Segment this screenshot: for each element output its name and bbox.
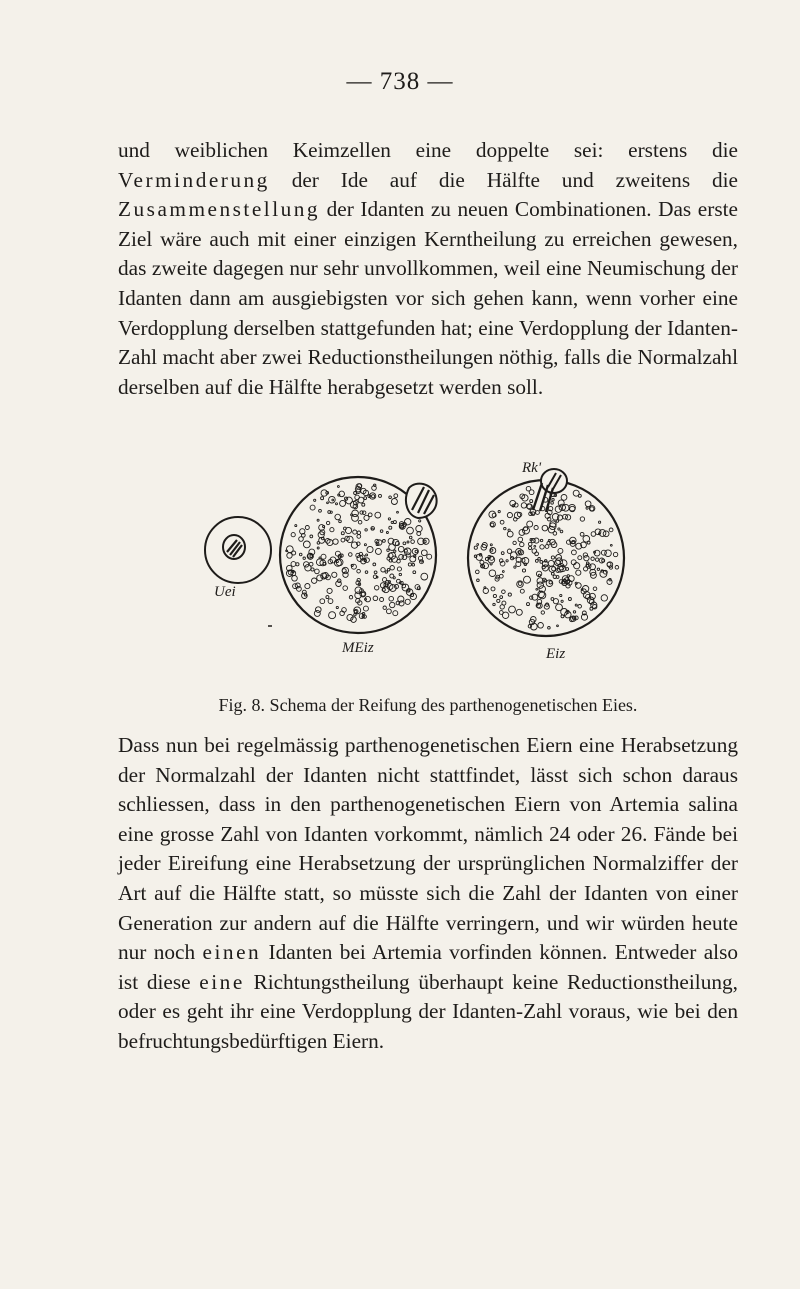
granule xyxy=(484,587,486,589)
text-run: und weiblichen Keimzellen eine doppelte sei: erstens die xyxy=(118,138,738,162)
granule xyxy=(358,520,362,524)
granule xyxy=(341,538,345,542)
granule xyxy=(322,537,325,540)
granule xyxy=(551,502,554,505)
granule xyxy=(529,546,532,549)
granule xyxy=(374,571,377,574)
granule xyxy=(380,598,384,602)
granule xyxy=(381,568,385,572)
granule xyxy=(391,499,397,505)
granule xyxy=(541,611,544,614)
granule xyxy=(358,497,364,503)
granule xyxy=(326,521,329,524)
granule xyxy=(385,571,387,573)
granule xyxy=(421,550,427,556)
granule xyxy=(553,599,558,604)
granule xyxy=(365,571,368,574)
granule xyxy=(354,492,357,495)
granule xyxy=(584,555,589,560)
granule xyxy=(327,502,329,504)
spaced-term: einen xyxy=(202,940,262,965)
granule xyxy=(375,512,381,518)
granule xyxy=(536,588,538,590)
granule xyxy=(336,606,338,608)
granule xyxy=(599,521,601,523)
granule xyxy=(507,531,513,537)
eiz-cell xyxy=(468,469,624,636)
granule xyxy=(393,611,398,616)
granule xyxy=(534,526,538,530)
granule xyxy=(508,529,510,531)
granule xyxy=(508,593,511,596)
granule xyxy=(373,596,378,601)
granule xyxy=(558,500,564,506)
granule xyxy=(351,514,353,516)
granule xyxy=(474,546,477,549)
granule xyxy=(551,572,554,575)
granule xyxy=(586,507,588,509)
granule xyxy=(389,526,392,529)
granule xyxy=(578,605,582,609)
granule xyxy=(357,535,361,539)
granule xyxy=(291,533,295,537)
granule xyxy=(595,558,598,561)
granule xyxy=(329,612,336,619)
spaced-term: Verminderung xyxy=(118,167,270,192)
granule xyxy=(388,518,390,520)
granule xyxy=(421,573,428,580)
granule xyxy=(387,549,389,551)
granule xyxy=(506,560,508,562)
granule xyxy=(295,525,297,527)
granule xyxy=(393,521,396,524)
granule xyxy=(566,568,569,571)
granule xyxy=(398,546,404,552)
granule xyxy=(576,570,581,575)
granule xyxy=(573,611,575,613)
granule xyxy=(574,563,580,569)
granule xyxy=(507,513,512,518)
granule xyxy=(516,609,522,615)
granule xyxy=(360,511,363,514)
granule xyxy=(416,526,422,532)
label-eiz: Eiz xyxy=(546,646,566,662)
granule xyxy=(317,519,319,521)
granule xyxy=(527,521,533,527)
granule xyxy=(524,576,531,583)
granule xyxy=(387,568,390,571)
granule xyxy=(555,560,561,566)
granule xyxy=(333,539,338,544)
granule xyxy=(548,627,551,630)
granule xyxy=(500,596,503,599)
granule xyxy=(389,544,396,551)
granule xyxy=(338,556,340,558)
granule xyxy=(540,545,544,549)
granule xyxy=(609,528,613,532)
granule xyxy=(491,523,494,526)
granule xyxy=(366,554,368,556)
granule xyxy=(310,505,315,510)
granule xyxy=(408,563,411,566)
granule xyxy=(390,602,395,607)
granule xyxy=(561,615,564,618)
granule xyxy=(291,562,296,567)
granule xyxy=(373,563,376,566)
granule xyxy=(332,572,337,577)
granule xyxy=(490,563,492,565)
granule xyxy=(601,595,607,601)
granule xyxy=(597,568,599,570)
granule xyxy=(397,567,401,571)
granule xyxy=(393,577,395,579)
granule xyxy=(489,570,496,577)
granule xyxy=(532,549,537,554)
granule xyxy=(375,586,379,590)
granule xyxy=(379,494,382,497)
granule xyxy=(545,545,549,549)
paragraph-1 xyxy=(118,136,738,402)
granule xyxy=(413,571,416,574)
granule xyxy=(552,499,554,501)
spaced-term: Zusammenstellung xyxy=(118,197,321,222)
granule xyxy=(328,599,333,604)
granule xyxy=(407,527,414,534)
granule xyxy=(394,550,396,552)
granule xyxy=(522,569,525,572)
granule xyxy=(314,499,316,501)
granule xyxy=(327,588,332,593)
granule xyxy=(558,528,560,530)
granule xyxy=(605,550,612,557)
page-number: — 738 — xyxy=(346,68,454,95)
granule xyxy=(497,599,500,602)
granule xyxy=(610,544,612,546)
granule xyxy=(415,550,418,553)
granule xyxy=(364,497,367,500)
granule xyxy=(520,542,524,546)
granule xyxy=(498,511,500,513)
granule xyxy=(315,569,320,574)
granule xyxy=(296,563,299,566)
granule xyxy=(540,539,542,541)
granule xyxy=(302,590,306,594)
granule xyxy=(402,555,407,560)
granule xyxy=(477,544,479,546)
label-rk: Rk' xyxy=(522,460,542,476)
granule xyxy=(548,560,554,566)
granule xyxy=(407,541,409,543)
granule xyxy=(483,588,488,593)
granule xyxy=(339,520,342,523)
granule xyxy=(330,528,334,532)
granule xyxy=(502,601,506,605)
granule xyxy=(321,554,326,559)
label-meiz: MEiz xyxy=(342,640,374,656)
granule xyxy=(387,609,392,614)
granule xyxy=(394,494,398,498)
granule xyxy=(305,526,309,530)
granule xyxy=(340,500,346,506)
granule xyxy=(607,579,612,584)
granule xyxy=(423,540,426,543)
granule xyxy=(477,579,480,582)
granule xyxy=(573,490,579,496)
granule xyxy=(403,542,406,545)
granule xyxy=(343,586,348,591)
granule xyxy=(336,503,338,505)
granule xyxy=(419,520,421,522)
granule xyxy=(317,547,319,549)
granule xyxy=(580,517,584,521)
granule xyxy=(591,557,594,560)
granule xyxy=(502,590,506,594)
granule xyxy=(513,541,516,544)
granule xyxy=(309,562,313,566)
granule xyxy=(527,603,530,606)
granule xyxy=(509,606,516,613)
granule xyxy=(303,541,310,548)
granule xyxy=(380,530,383,533)
granule xyxy=(502,571,504,573)
granule xyxy=(323,525,325,527)
granule xyxy=(529,490,534,495)
granule xyxy=(357,531,360,534)
text-run: der Ide auf die Hälfte und zweitens die xyxy=(269,167,738,192)
granule xyxy=(349,596,352,599)
granule xyxy=(528,542,532,546)
granule xyxy=(367,546,373,552)
granule xyxy=(412,564,415,567)
granule xyxy=(365,529,367,531)
granule xyxy=(341,532,344,535)
granule xyxy=(292,576,298,582)
granule xyxy=(530,500,533,503)
granule xyxy=(409,536,412,539)
granule xyxy=(493,594,496,597)
granule xyxy=(321,490,327,496)
granule xyxy=(427,554,432,559)
granule xyxy=(563,514,568,519)
granule xyxy=(561,495,567,501)
granule xyxy=(535,560,538,563)
granule xyxy=(514,566,516,568)
granule xyxy=(405,599,410,604)
granule xyxy=(491,587,495,591)
granule xyxy=(493,603,495,605)
granule xyxy=(521,503,526,508)
uei-cell xyxy=(205,517,271,583)
granule xyxy=(491,549,493,551)
granule xyxy=(383,540,386,543)
figure-caption: Fig. 8. Schema der Reifung des parthenogenetischen Eies. xyxy=(218,695,638,715)
granule xyxy=(572,550,577,555)
granule xyxy=(595,529,601,535)
figure-illustration xyxy=(190,440,660,690)
granule xyxy=(299,537,304,542)
granule xyxy=(518,537,523,542)
granule xyxy=(320,599,325,604)
granule xyxy=(520,589,524,593)
granule xyxy=(560,530,563,533)
granule xyxy=(389,596,394,601)
granule xyxy=(501,552,504,555)
granule xyxy=(507,549,511,553)
granule xyxy=(389,496,392,499)
granule xyxy=(421,560,423,562)
granule xyxy=(386,532,388,534)
granule xyxy=(312,578,317,583)
granule xyxy=(578,556,582,560)
granule xyxy=(542,525,548,531)
granule xyxy=(613,552,617,556)
granule xyxy=(593,587,597,591)
granule xyxy=(375,548,381,554)
meiz-cell xyxy=(280,477,437,633)
granule xyxy=(518,582,522,586)
granule xyxy=(391,521,393,523)
granule xyxy=(365,596,370,601)
granule xyxy=(558,548,563,553)
granule xyxy=(332,499,334,501)
granule xyxy=(538,623,544,629)
granule xyxy=(556,520,559,523)
granule xyxy=(576,583,582,589)
granule xyxy=(410,556,416,562)
granule xyxy=(551,556,554,559)
granule xyxy=(476,570,480,574)
granule xyxy=(568,598,571,601)
granule xyxy=(316,607,322,613)
granule xyxy=(534,545,536,547)
granule xyxy=(390,566,394,570)
granule xyxy=(502,612,508,618)
granule xyxy=(560,594,562,596)
granule xyxy=(372,495,375,498)
granule xyxy=(557,625,559,627)
granule xyxy=(399,573,401,575)
granule xyxy=(319,557,321,559)
text-run: der Idanten zu neuen Combinationen. Das erste Ziel wäre auch mit einer einzigen Kerntheilung zu erreichen gewesen, das zweite dagegen nur sehr unvollkommen, weil eine Neumischung der Idanten dann am ausgiebigsten vor sich gehen kann, wenn vorher eine Verdopplung derselben stattgefunden hat; eine Verdopplung der Idanten-Zahl macht aber zwei Reductionstheilungen nöthig, falls die Normalzahl derselben auf die Hälfte herabgesetzt werden soll. xyxy=(118,197,738,399)
granule xyxy=(575,604,577,606)
granule xyxy=(561,600,563,602)
granule xyxy=(328,511,331,514)
granule xyxy=(345,527,351,533)
text-run: Idanten bei Artemia vorfinden können. Entweder also ist diese xyxy=(118,940,739,994)
granule xyxy=(615,566,619,570)
spaced-term: eine xyxy=(199,969,245,994)
granule xyxy=(383,606,386,609)
granule xyxy=(587,541,590,544)
granule xyxy=(474,555,477,558)
granule xyxy=(357,569,361,573)
text-run: Dass nun bei regelmässig parthenogenetischen Eiern eine Herabsetzung der Normalzahl der Idanten nicht stattfindet, lässt sich schon daraus schliessen, dass in den parthenogenetischen Eiern von Artemia salina eine grosse Zahl von Idanten vorkommt, nämlich 24 oder 26. Fände bei jeder Eireifung eine Herabsetzung der ursprünglichen Normalziffer der Art auf die Hälfte statt, so müsste sich die Zahl der Idanten von einer Generation zur andern auf die Hälfte verringern, und wir würden heute nur noch xyxy=(118,733,738,965)
granule xyxy=(556,604,563,611)
granule xyxy=(338,486,340,488)
granule xyxy=(405,519,411,525)
granule xyxy=(326,596,329,599)
granule xyxy=(504,527,506,529)
granule xyxy=(362,503,365,506)
granule xyxy=(528,625,531,628)
granule xyxy=(353,530,357,534)
granule xyxy=(364,544,366,546)
granule xyxy=(335,514,341,520)
text-run: Richtungstheilung überhaupt keine Reductionstheilung, oder es geht ihr eine Verdopplung der Idanten-Zahl voraus, wie bei den befruchtungsbedürftigen Eiern. xyxy=(118,969,738,1053)
granule xyxy=(555,506,561,512)
label-uei: Uei xyxy=(214,584,236,600)
granule xyxy=(303,557,305,559)
granule xyxy=(397,511,399,513)
granule xyxy=(534,538,539,543)
granule xyxy=(363,606,368,611)
granule xyxy=(347,536,353,542)
granule xyxy=(490,544,492,546)
granule xyxy=(411,540,415,544)
granule xyxy=(299,553,302,556)
granule xyxy=(321,497,324,500)
granule xyxy=(310,535,313,538)
granule xyxy=(580,532,584,536)
granule xyxy=(500,520,504,524)
granule xyxy=(536,511,540,515)
granule xyxy=(305,584,310,589)
granule xyxy=(584,567,588,571)
granule xyxy=(480,560,484,564)
granule xyxy=(319,509,322,512)
figure-8 xyxy=(190,440,660,690)
granule xyxy=(314,610,320,616)
granule xyxy=(349,553,353,557)
paragraph-2 xyxy=(118,731,738,1057)
granule xyxy=(374,484,376,486)
granule xyxy=(364,515,369,520)
